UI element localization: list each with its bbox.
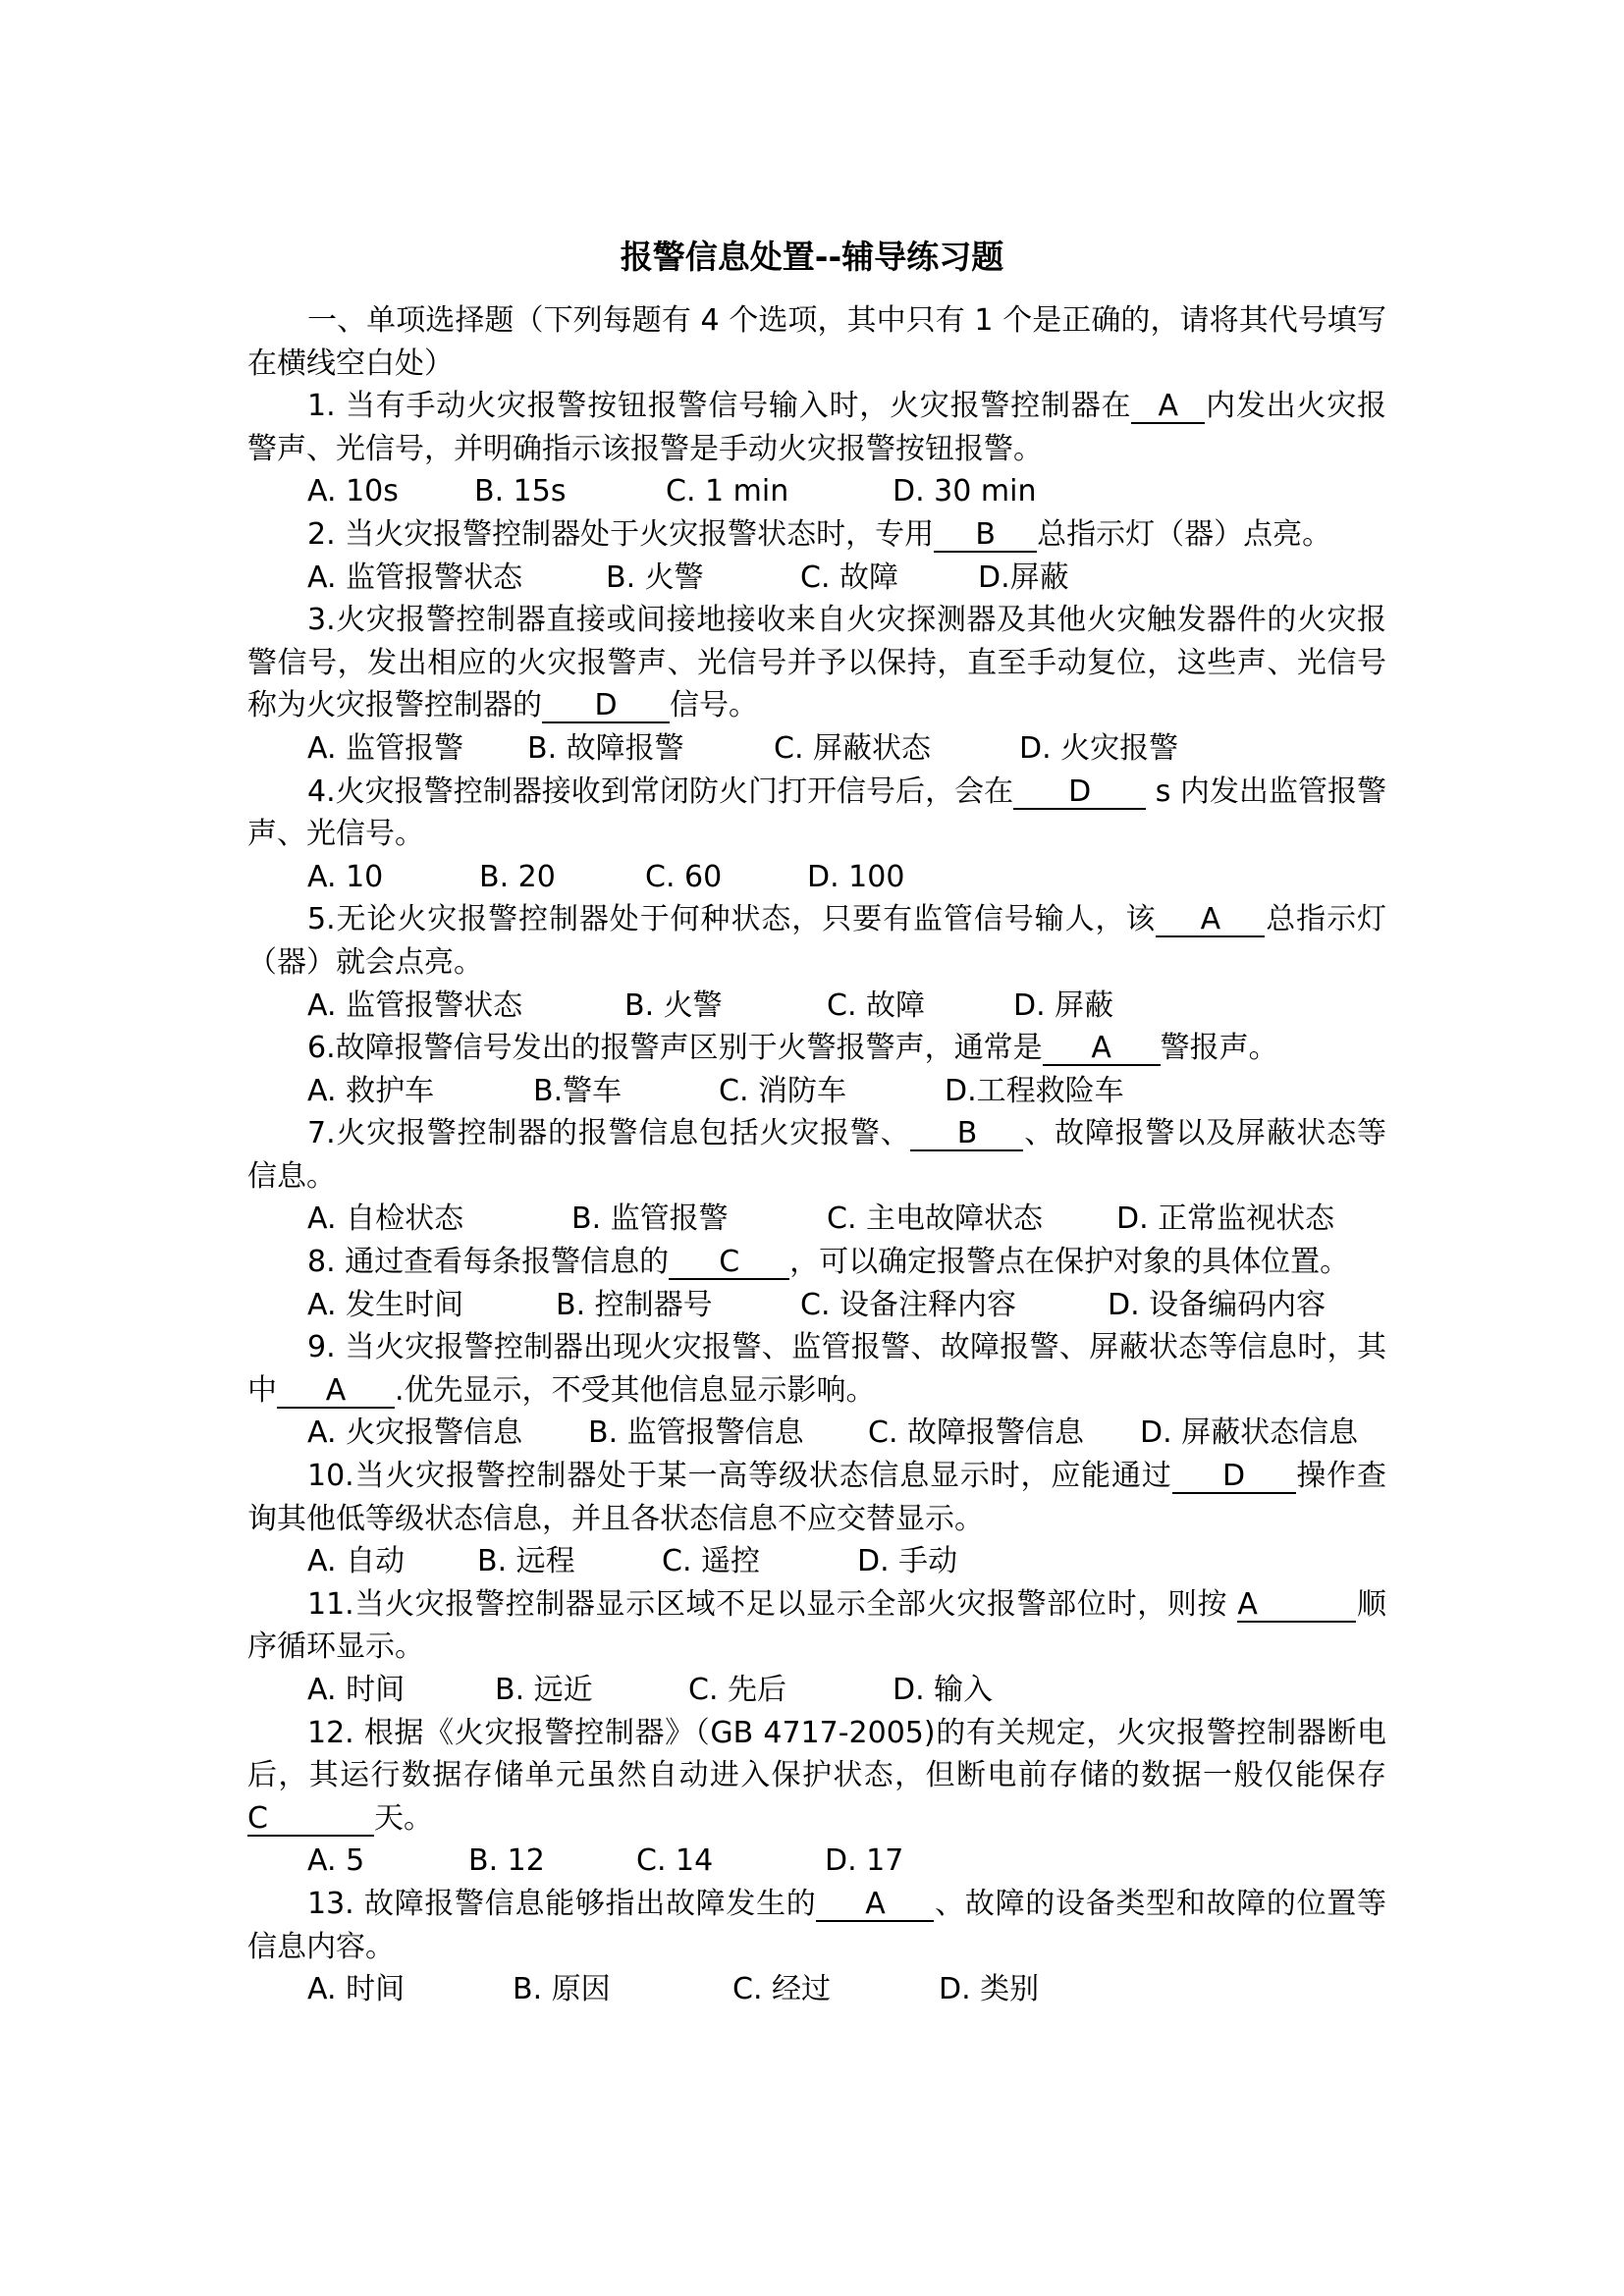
- answer-blank: D: [1013, 776, 1146, 810]
- options-row: [247, 1840, 1386, 1883]
- option-c: C. 1 min: [666, 474, 789, 509]
- question-text-after: ，可以确定报警点在保护对象的具体位置。: [789, 1245, 1350, 1280]
- answer-blank: A: [277, 1375, 395, 1409]
- question-13: [247, 1883, 1386, 1968]
- option-a: A. 救护车: [307, 1073, 435, 1108]
- document-body: [247, 299, 1386, 2011]
- options-row: [247, 1669, 1386, 1712]
- option-b: B. 控制器号: [556, 1287, 713, 1322]
- option-d: D. 屏蔽状态信息: [1140, 1415, 1359, 1451]
- option-a: A. 监管报警状态: [307, 988, 523, 1023]
- answer-blank: A: [1043, 1033, 1161, 1066]
- option-b: B. 远程: [477, 1544, 575, 1579]
- option-a: A. 5: [307, 1843, 365, 1879]
- option-c: C. 故障报警信息: [868, 1415, 1085, 1451]
- option-a: A. 自动: [307, 1544, 406, 1579]
- option-a: A. 监管报警: [307, 730, 464, 766]
- options-row: [247, 1284, 1386, 1327]
- option-d: D. 火灾报警: [1019, 730, 1179, 766]
- option-c: C. 故障: [800, 560, 899, 595]
- question-text-after: s 内发出监管报警声、光信号。: [247, 774, 1387, 852]
- option-d: D. 100: [807, 859, 905, 894]
- question-text-after: .优先显示，不受其他信息显示影响。: [395, 1372, 876, 1408]
- option-d: D. 正常监视状态: [1116, 1201, 1335, 1237]
- question-7: [247, 1112, 1386, 1198]
- question-text: 4.火灾报警控制器接收到常闭防火门打开信号后，会在: [307, 774, 1014, 809]
- option-a: A. 10: [307, 859, 384, 894]
- options-row: [247, 727, 1386, 771]
- question-6: [247, 1027, 1386, 1070]
- question-text: 3.火灾报警控制器直接或间接地接收来自火灾探测器及其他火灾触发器件的火灾报警信号，发出相应的火灾报警声、光信号并予以保持，直至手动复位，这些声、光信号称为火灾报警控制器的: [247, 603, 1386, 723]
- answer-blank: D: [542, 690, 670, 723]
- question-1: [247, 385, 1386, 470]
- question-3: [247, 599, 1386, 727]
- question-text-after: 警报声。: [1160, 1031, 1278, 1066]
- option-c: C. 14: [636, 1843, 714, 1879]
- question-text: 6.故障报警信号发出的报警声区别于火警报警声，通常是: [307, 1031, 1043, 1066]
- question-12: [247, 1712, 1386, 1841]
- question-text-after: 天。: [374, 1800, 433, 1836]
- option-c: C. 60: [645, 859, 723, 894]
- question-text: 2. 当火灾报警控制器处于火灾报警状态时，专用: [307, 516, 935, 552]
- option-b: B. 监管报警: [571, 1201, 729, 1237]
- question-text: 10.当火灾报警控制器处于某一高等级状态信息显示时，应能通过: [307, 1459, 1172, 1494]
- document-title: 报警信息处置--辅导练习题: [620, 238, 1004, 276]
- option-c: C. 经过: [732, 1972, 832, 2007]
- answer-blank: B: [910, 1118, 1023, 1151]
- option-a: A. 自检状态: [307, 1201, 464, 1237]
- answer-blank: D: [1172, 1461, 1296, 1494]
- option-a: A. 发生时间: [307, 1287, 464, 1322]
- options-row: [247, 557, 1386, 600]
- question-text: 8. 通过查看每条报警信息的: [307, 1245, 670, 1280]
- option-a: A. 时间: [307, 1673, 406, 1707]
- question-text: 1. 当有手动火灾报警按钮报警信号输入时，火灾报警控制器在: [307, 389, 1132, 424]
- options-row: [247, 1540, 1386, 1583]
- answer-blank: C: [247, 1803, 374, 1837]
- section-heading: 一、单项选择题（下列每题有 4 个选项，其中只有 1 个是正确的，请将其代号填写在横线空白处）: [247, 303, 1386, 381]
- option-d: D. 手动: [857, 1544, 958, 1579]
- question-text-after: 信号。: [670, 688, 758, 723]
- question-text: 9. 当火灾报警控制器出现火灾报警、监管报警、故障报警、屏蔽状态等信息时，其中: [247, 1330, 1386, 1408]
- question-text: 13. 故障报警信息能够指出故障发生的: [307, 1886, 817, 1921]
- option-d: D. 类别: [939, 1972, 1040, 2007]
- options-row: [247, 856, 1386, 899]
- options-row: [247, 1070, 1386, 1113]
- option-c: C. 先后: [688, 1673, 787, 1707]
- option-d: D.工程救险车: [945, 1073, 1124, 1108]
- answer-blank: B: [934, 519, 1037, 553]
- option-b: B. 15s: [474, 474, 567, 509]
- question-text-after: 、故障的设备类型和故障的位置等信息内容。: [247, 1886, 1387, 1964]
- option-b: B. 远近: [495, 1673, 593, 1707]
- question-text: 5.无论火灾报警控制器处于何种状态，只要有监管信号输人，该: [307, 902, 1157, 937]
- options-row: [247, 1198, 1386, 1241]
- answer-blank: C: [669, 1247, 789, 1280]
- question-text-after: 内发出火灾报警声、光信号，并明确指示该报警是手动火灾报警按钮报警。: [247, 389, 1386, 466]
- option-b: B. 故障报警: [527, 730, 684, 766]
- question-10: [247, 1455, 1386, 1540]
- option-c: C. 主电故障状态: [827, 1201, 1044, 1237]
- options-row: [247, 470, 1386, 513]
- question-text-after: 总指示灯（器）点亮。: [1037, 516, 1332, 552]
- option-d: D. 30 min: [893, 474, 1037, 509]
- option-a: A. 火灾报警信息: [307, 1415, 523, 1451]
- option-a: A. 监管报警状态: [307, 560, 523, 595]
- options-row: [247, 985, 1386, 1028]
- option-c: C. 设备注释内容: [800, 1287, 1017, 1322]
- option-c: C. 消防车: [719, 1073, 847, 1108]
- option-b: B. 原因: [513, 1972, 611, 2007]
- question-text: 7.火灾报警控制器的报警信息包括火灾报警、: [307, 1116, 911, 1151]
- answer-blank: A: [1156, 904, 1265, 937]
- option-d: D. 输入: [893, 1673, 994, 1707]
- option-c: C. 遥控: [662, 1544, 761, 1579]
- answer-blank: A: [1131, 391, 1205, 424]
- option-b: B. 火警: [624, 988, 723, 1023]
- option-a: A. 时间: [307, 1972, 406, 2007]
- question-2: [247, 513, 1386, 557]
- option-d: D. 设备编码内容: [1108, 1287, 1326, 1322]
- question-text-after: 顺序循环显示。: [247, 1586, 1387, 1665]
- options-row: [247, 1412, 1386, 1455]
- question-list: [247, 385, 1386, 2011]
- question-8: [247, 1241, 1386, 1284]
- question-text-after: 、故障报警以及屏蔽状态等信息。: [247, 1116, 1386, 1194]
- option-d: D. 17: [825, 1843, 904, 1879]
- option-b: B. 12: [468, 1843, 545, 1879]
- option-b: B. 监管报警信息: [588, 1415, 804, 1451]
- question-4: [247, 771, 1386, 856]
- option-b: B. 火警: [606, 560, 704, 595]
- question-text: 12. 根据《火灾报警控制器》（GB 4717-2005)的有关规定，火灾报警控制器断电后，其运行数据存储单元虽然自动进入保护状态，但断电前存储的数据一般仅能保存: [247, 1715, 1386, 1793]
- question-text-after: 操作查询其他低等级状态信息，并且各状态信息不应交替显示。: [247, 1459, 1386, 1536]
- question-9: [247, 1326, 1386, 1412]
- option-d: D. 屏蔽: [1013, 988, 1114, 1023]
- option-c: C. 屏蔽状态: [774, 730, 932, 766]
- option-d: D.屏蔽: [978, 560, 1069, 595]
- answer-blank: A: [816, 1889, 934, 1922]
- question-text: 11.当火灾报警控制器显示区域不足以显示全部火灾报警部位时，则按: [307, 1586, 1238, 1622]
- question-text-after: 总指示灯（器）就会点亮。: [247, 902, 1386, 980]
- option-b: B.警车: [533, 1073, 623, 1108]
- option-a: A. 10s: [307, 474, 399, 509]
- option-b: B. 20: [479, 859, 556, 894]
- options-row: [247, 1968, 1386, 2011]
- question-11: [247, 1583, 1386, 1669]
- option-c: C. 故障: [827, 988, 926, 1023]
- answer-blank: A: [1237, 1589, 1356, 1623]
- question-5: [247, 898, 1386, 984]
